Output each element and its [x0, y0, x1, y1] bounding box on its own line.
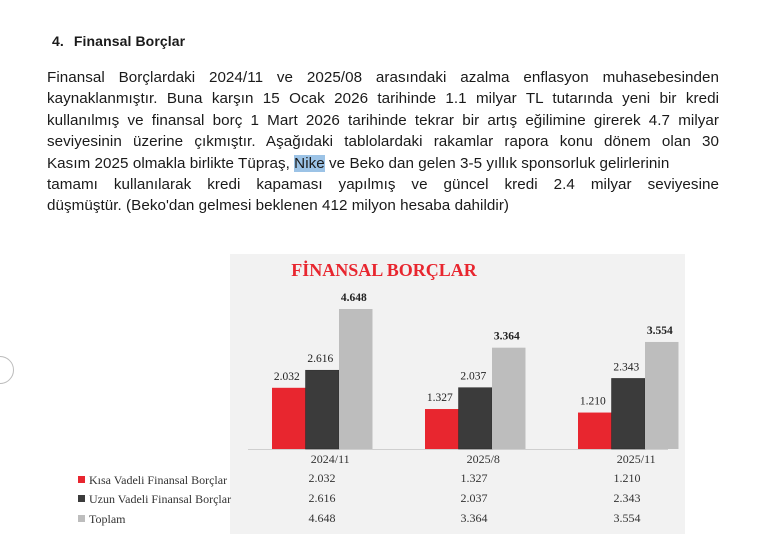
- highlighted-word: Nike: [294, 154, 325, 172]
- paragraph-text: ve Beko dan gelen 3-5 yıllık sponsorluk gelirlerinin: [324, 154, 670, 172]
- legend-label: Toplam: [89, 512, 126, 526]
- bar-toplam: [492, 348, 526, 449]
- bar-toplam: [339, 309, 373, 449]
- bar-kisa: [578, 413, 612, 449]
- legend-label: Kısa Vadeli Finansal Borçlar: [89, 473, 228, 487]
- data-label: 2.037: [460, 370, 487, 383]
- paragraph-line: kullanılmış ve finansal borç 1 Mart 2026 tarihinde tekrar bir artış eğilimine girerek 4.7 milyar: [47, 111, 719, 129]
- legend-swatch-red-icon: [78, 476, 85, 483]
- legend-row-uzun: [78, 492, 231, 507]
- legend-row-kisa: [78, 473, 227, 488]
- paragraph-line: tamamı kullanılarak kredi kapaması yapılmış ve güncel kredi 2.4 milyar seviyesine: [47, 176, 719, 194]
- paragraph-text: Kasım 2025 olmakla birlikte Tüpraş,: [47, 154, 295, 172]
- table-cell: 3.364: [460, 511, 488, 525]
- table-cell: 2.616: [308, 491, 336, 505]
- section-number: 4.: [52, 33, 64, 49]
- category-tick-label: 2024/11: [310, 452, 350, 466]
- data-label: 4.648: [340, 292, 367, 304]
- paragraph-line: kaynaklanmıştır. Buna karşın 15 Ocak 2026 tarihinde 1.1 milyar TL tutarında yeni bir kredi: [47, 90, 719, 108]
- bar-uzun: [459, 388, 493, 449]
- section-title: Finansal Borçlar: [73, 33, 186, 49]
- category-tick-label: 2025/11: [616, 452, 656, 466]
- category-tick-label: 2025/8: [466, 452, 500, 466]
- legend-label: Uzun Vadeli Finansal Borçlar: [89, 492, 232, 506]
- bar-uzun: [306, 370, 340, 449]
- bar-kisa: [272, 388, 306, 449]
- table-cell: 3.554: [613, 511, 641, 525]
- table-cell: 2.032: [308, 471, 336, 485]
- data-label: 2.616: [307, 353, 334, 366]
- table-cell: 2.343: [613, 491, 641, 505]
- data-label: 1.210: [579, 395, 606, 408]
- table-cell: 1.327: [460, 471, 488, 485]
- table-cell: 2.037: [460, 491, 488, 505]
- bar-kisa: [425, 409, 459, 449]
- chart-title: FİNANSAL BORÇLAR: [291, 260, 477, 280]
- legend-row-toplam: [78, 512, 126, 527]
- bar-uzun: [612, 378, 646, 449]
- table-cell: 4.648: [308, 511, 336, 525]
- data-label: 2.032: [273, 370, 300, 383]
- paragraph-line: Finansal Borçlardaki 2024/11 ve 2025/08 arasındaki azalma enflasyon muhasebesinden: [47, 69, 719, 86]
- bar-toplam: [645, 342, 679, 449]
- table-cell: 1.210: [613, 471, 641, 485]
- data-label: 3.364: [493, 330, 520, 343]
- paragraph-line: seviyesinin üzerine çıkmıştır. Aşağıdaki tablolardaki rakamlar rapora konu dönem olan 30: [47, 133, 719, 151]
- data-label: 3.554: [646, 324, 673, 337]
- legend-swatch-dark-icon: [78, 495, 85, 502]
- paragraph-line: düşmüştür. (Beko'dan gelmesi beklenen 412 milyon hesaba dahildir): [47, 197, 510, 215]
- legend-swatch-gray-icon: [78, 515, 85, 522]
- data-label: 1.327: [426, 392, 453, 405]
- data-label: 2.343: [613, 361, 640, 374]
